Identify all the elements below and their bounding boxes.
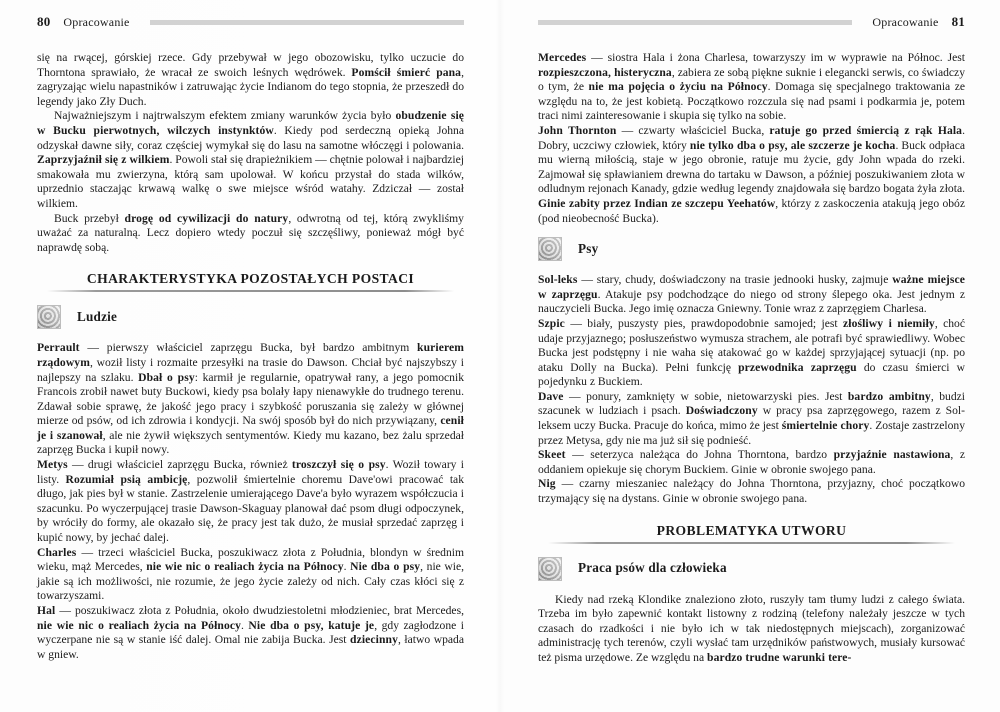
running-title: Opracowanie	[63, 14, 130, 29]
character-entry: John Thornton — czwarty właściciel Bucka, ratuje go przed śmiercią z rąk Hala. Dobry, uczciwy człowiek, który nie tylko dba o psy, ale szczerze je kocha. Buck odpłaca mu wierną miłością, staje w jego obronie, ratuje mu życie, gdy John wpada do rzeki. Zajmował się spławianiem drewna do tartaku w Dawson, a później poszukiwaniem złota w odludnym rejonach Kanady, gdzie według legendy znajdowała się bardzo bogata żyła złota. Ginie zabity przez Indian ze szczepu Yeehatów, którzy z zaskoczenia atakują jego obóz (pod nieobecność Bucka).	[538, 123, 965, 225]
section-heading: PROBLEMATYKA UTWORU	[538, 523, 965, 544]
page-number: 80	[37, 14, 51, 29]
page-body	[37, 51, 464, 662]
ornament-icon	[538, 557, 562, 581]
heading-underline	[548, 542, 955, 544]
paragraph: Najważniejszym i najtrwalszym efektem zmiany warunków życia było obudzenie się w Bucku pierwotnych, wilczych instynktów. Kiedy pod serdeczną opieką Johna odzyskał dawne siły, coraz częściej wymykał się do lasu na samotne włóczęgi i polowania. Zaprzyjaźnił się z wilkiem. Powoli stał się drapieżnikiem — chętnie polował i najbardziej smakowała mu zwierzyna, którą sam upolował. W końcu przystał do stada wilków, uprzednio staczając krwawą walkę o swe miejsce wśród watahy. Zdziczał — został wilkiem.	[37, 109, 465, 210]
character-entry: Sol-leks — stary, chudy, doświadczony na trasie jednooki husky, zajmuje ważne miejsce w zaprzęgu. Atakuje psy podchodzące do niego od strony ślepego oka. Jest jednym z nauczycieli Bucka. Jego imię oznacza Gniewny. Tonie wraz z zaprzęgiem Charlesa.	[538, 273, 966, 316]
header-rule	[150, 20, 464, 25]
subsection-heading	[37, 305, 464, 329]
character-entry: Nig — czarny mieszaniec należący do Johna Thorntona, przyjazny, choć początkowo trzymający się na dystans. Ginie w obronie swojego pana.	[538, 477, 965, 506]
subsection-label: Praca psów dla człowieka	[578, 560, 727, 576]
running-header	[37, 14, 464, 30]
paragraph: się na rwącej, górskiej rzece. Gdy przebywał w jego obozowisku, tylko uczucie do Thorntona sprawiało, że wracał ze swoich leśnych wędrówek. Pomścił śmierć pana, zagryzając wielu napastników i zatruwając życie Indianom do tego stopnia, że przeszedł do legendy jako Zły Duch.	[37, 51, 464, 108]
page-number: 81	[951, 14, 965, 29]
ornament-icon	[37, 305, 61, 329]
page-body	[538, 51, 965, 666]
subsection-heading	[538, 557, 965, 581]
running-title: Opracowanie	[872, 14, 939, 29]
character-entry: Perrault — pierwszy właściciel zaprzęgu Bucka, był bardzo ambitnym kurierem rządowym, woził listy i rozmaite przesyłki na trasie do Dawson. Chciał być najszybszy i najlepszy na szlaku. Dbał o psy: karmił je regularnie, opatrywał rany, a jego pomocnik Francois zrobił nawet buty Buckowi, kiedy psa bolały łapy nienawykłe do trudnego terenu. Zdawał sobie sprawę, że jakość jego pracy i szybkość poruszania się zależy w głównej mierze od psów, od ich zdrowia i kondycji. Na swój sposób był do nich przywiązany, cenił je i szanował, ale nie żywił większych sentymentów. Kiedy mu kazano, bez żalu sprzedał zaprzęg Bucka i kupił nowy.	[37, 341, 464, 457]
character-entry: Hal — poszukiwacz złota z Południa, około dwudziestoletni młodzieniec, brat Mercedes, nie wie nic o realiach życia na Północy. Nie dba o psy, katuje je, gdy zagłodzone i wyczerpane nie są w stanie iść dalej. Omal nie zabija Bucka. Jest dziecinny, łatwo wpada w gniew.	[37, 604, 465, 661]
character-entry: Charles — trzeci właściciel Bucka, poszukiwacz złota z Południa, blondyn w średnim wieku, mąż Mercedes, nie wie nic o realiach życia na Północy. Nie dba o psy, nie wie, jakie są ich możliwości, nie rozumie, że jego życie zależy od nich. Cały czas kłóci się z towarzyszami.	[37, 545, 465, 603]
header-rule	[538, 20, 852, 25]
page-right	[538, 14, 965, 666]
subsection-label: Psy	[578, 240, 599, 256]
page-left	[37, 14, 464, 662]
subsection-heading	[538, 237, 965, 261]
character-entry: Szpic — biały, puszysty pies, prawdopodobnie samojed; jest złośliwy i niemiły, choć udaje przyjaznego; posłuszeństwo wymusza strachem, ale potrafi być sprawiedliwy. Wobec Bucka jest podstępny i nie waha się atakować go w każdej sprzyjającej sytuacji (np. po ataku Dolly na Bucka). Pełni funkcję przewodnika zaprzęgu do czasu śmierci w pojedynku z Buckiem.	[538, 316, 966, 389]
heading-underline	[47, 290, 454, 292]
character-entry: Metys — drugi właściciel zaprzęgu Bucka, również troszczył się o psy. Woził towary i listy. Rozumiał psią ambicję, pozwolił śmiertelnie choremu Dave'owi pracować tak długo, jak pies był w stanie. Zastrzelenie umierającego Dave'a było wyrazem współczucia i szacunku. Po wyczerpującej trasie Dawson-Skaguay planował dać psom długi odpoczynek, by wróciły do formy, ale okazało się, że pracy jest tak dużo, że musiał sprzedać zaprzęg i kupić nowy, by jechać dalej.	[37, 458, 464, 545]
ornament-icon	[538, 237, 562, 261]
character-entry: Dave — ponury, zamknięty w sobie, nietowarzyski pies. Jest bardzo ambitny, budzi szacunek w ludziach i psach. Doświadczony w pracy psa zaprzęgowego, razem z Sol-leksem uczy Bucka. Pracuje do końca, mimo że jest śmiertelnie chory. Zostaje zastrzelony przez Metysa, gdy nie ma już sił się podnieść.	[538, 389, 966, 447]
character-entry: Skeet — seterzyca należąca do Johna Thorntona, bardzo przyjaźnie nastawiona, z oddaniem opiekuje się chorym Buckiem. Ginie w obronie swojego pana.	[538, 448, 965, 476]
subsection-label: Ludzie	[77, 309, 118, 325]
running-header	[538, 14, 965, 30]
section-heading: CHARAKTERYSTYKA POZOSTAŁYCH POSTACI	[37, 271, 464, 292]
paragraph: Buck przebył drogę od cywilizacji do natury, odwrotną od tej, którą zwykliśmy uważać za naturalną. Lecz dopiero wtedy poczuł się szczęśliwy, ponieważ mógł być naprawdę sobą.	[37, 211, 464, 254]
paragraph: Kiedy nad rzeką Klondike znaleziono złoto, ruszyły tam tłumy ludzi z całego świata. Trzeba im było zapewnić kontakt listowny z rodziną (telefony należały jeszcze w tych czasach do rzadkości i nie było ich w tak niedostępnych miejscach), zorganizować administrację tych terenów, czyli wysłać tam urzędników państwowych, musiały kursować też pisma urzędowe. Ze względu na bardzo trudne warunki tere-	[538, 592, 965, 664]
character-entry: Mercedes — siostra Hala i żona Charlesa, towarzyszy im w wyprawie na Północ. Jest rozpieszczona, histeryczna, zabiera ze sobą piękne suknie i elegancki serwis, co świadczy o tym, że nie ma pojęcia o życiu na Północy. Domaga się specjalnego traktowania ze względu na to, że jest kobietą. Początkowo rozczula się nad psami i podkarmia je, potem traci nimi zainteresowanie i skupia się tylko na sobie.	[538, 51, 966, 123]
